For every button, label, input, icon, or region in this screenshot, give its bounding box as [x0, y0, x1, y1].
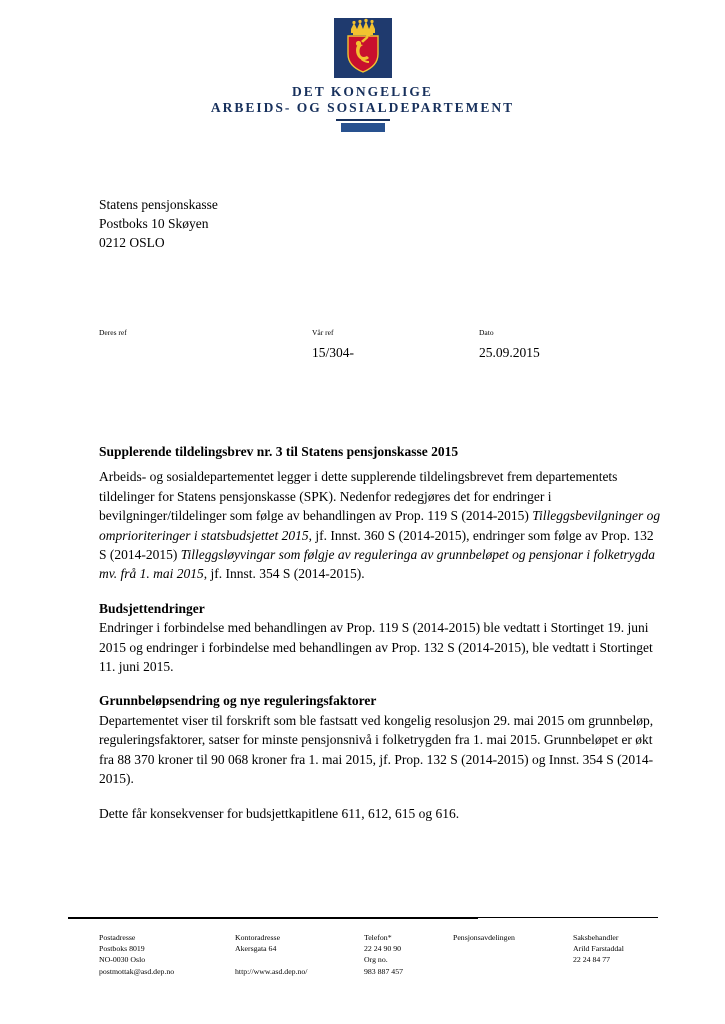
- var-ref-label: Vår ref: [312, 328, 334, 337]
- recipient-name: Statens pensjonskasse: [99, 197, 218, 212]
- footer-telefon-label: Telefon*: [364, 933, 392, 942]
- footer-postadresse-line-2: NO-0030 Oslo: [99, 955, 146, 965]
- intro-part-2: , jf. Innst. 360 S (2014-2015), endringer som følge av Prop. 132 S (2014-2015): [99, 527, 654, 563]
- section-text-grunnbelopsendring: Departementet viser til forskrift som ble fastsatt ved kongelig resolusjon 29. mai 2015 om grunnbeløp, reguleringsfaktorer, satser for minste pensjonsnivå i folketrygden fra 1. mai 2015. Grunnbeløpet er økt fra 88 370 kroner til 90 068 kroner fra 1. mai 2015, jf. Prop. 132 S (2014-2015) og Innst. 354 S (2014-2015).: [99, 712, 654, 787]
- wordmark-line-1: DET KONGELIGE: [292, 84, 433, 99]
- footer-divider: [68, 917, 658, 918]
- wordmark: [0, 84, 725, 116]
- reference-deres-ref: [99, 328, 127, 344]
- footer-column-avdeling: [453, 932, 515, 943]
- intro-part-1: Arbeids- og sosialdepartementet legger i dette supplerende tildelingsbrevet frem departementets tildelinger for Statens pensjonskasse (SPK). Nedenfor redegjøres det for endringer i bevilgninger/tildelinger som følge av behandlingen av Prop. 119 S (2014-2015): [99, 469, 618, 524]
- intro-paragraph: [99, 467, 661, 583]
- wordmark-bar: [341, 123, 385, 132]
- var-ref-value: 15/304-: [312, 345, 354, 360]
- footer-saksbehandler-phone: 22 24 84 77: [573, 955, 611, 965]
- footer-saksbehandler-name: Arild Farstaddal: [573, 944, 624, 954]
- letterhead: [0, 18, 725, 132]
- coat-of-arms-icon: [334, 18, 392, 78]
- closing-paragraph: Dette får konsekvenser for budsjettkapitlene 611, 612, 615 og 616.: [99, 805, 460, 821]
- recipient-city: 0212 OSLO: [99, 235, 165, 250]
- footer-column-telefon: [364, 932, 403, 977]
- footer-email[interactable]: postmottak@asd.dep.no: [99, 966, 175, 976]
- footer-divider-thick: [68, 917, 478, 919]
- footer-column-kontoradresse: [235, 932, 307, 977]
- reference-dato: [479, 328, 540, 362]
- footer-column-saksbehandler: [573, 932, 624, 966]
- intro-italic-2: Tilleggsløyvingar som følgje av reguleringa av grunnbeløpet og pensjonar i folketrygda mv. frå 1. mai 2015: [99, 547, 655, 582]
- deres-ref-label: Deres ref: [99, 328, 127, 337]
- wordmark-line-2: ARBEIDS- OG SOSIALDEPARTEMENT: [210, 100, 515, 115]
- intro-part-3: , jf. Innst. 354 S (2014-2015).: [203, 566, 365, 582]
- dato-value: 25.09.2015: [479, 345, 540, 360]
- footer-kontoradresse-line-1: Akersgata 64: [235, 944, 277, 954]
- footer-telefon-number: 22 24 90 90: [364, 944, 402, 954]
- intro-italic-1: Tilleggsbevilgninger og omprioriteringer i statsbudsjettet 2015: [99, 508, 661, 543]
- footer-column-postadresse: [99, 932, 174, 977]
- footer-website-link[interactable]: http://www.asd.dep.no/: [235, 966, 308, 976]
- recipient-address: [99, 195, 218, 252]
- wordmark-rule: [336, 119, 390, 121]
- section-text-budsjettendringer: Endringer i forbindelse med behandlingen av Prop. 119 S (2014-2015) ble vedtatt i Stortinget 19. juni 2015 og endringer i forbindelse med behandlingen av Prop. 132 S (2014-2015), ble vedtatt i Stortinget 11. juni 2015.: [99, 620, 653, 675]
- document-title: Supplerende tildelingsbrev nr. 3 til Statens pensjonskasse 2015: [99, 444, 459, 459]
- footer-orgno-label: Org no.: [364, 955, 388, 965]
- footer-postadresse-label: Postadresse: [99, 933, 136, 942]
- footer-postadresse-line-1: Postboks 8019: [99, 944, 145, 954]
- footer-kontoradresse-label: Kontoradresse: [235, 933, 281, 942]
- footer-orgno-value: 983 887 457: [364, 966, 403, 976]
- footer-saksbehandler-label: Saksbehandler: [573, 933, 619, 942]
- reference-var-ref: [312, 328, 354, 362]
- section-heading-budsjettendringer: Budsjettendringer: [99, 600, 205, 616]
- footer-avdeling-label: Pensjonsavdelingen: [453, 933, 515, 942]
- recipient-street: Postboks 10 Skøyen: [99, 216, 209, 231]
- dato-label: Dato: [479, 328, 494, 337]
- letter-body: [99, 442, 661, 823]
- section-heading-grunnbelopsendring: Grunnbeløpsendring og nye reguleringsfaktorer: [99, 693, 377, 709]
